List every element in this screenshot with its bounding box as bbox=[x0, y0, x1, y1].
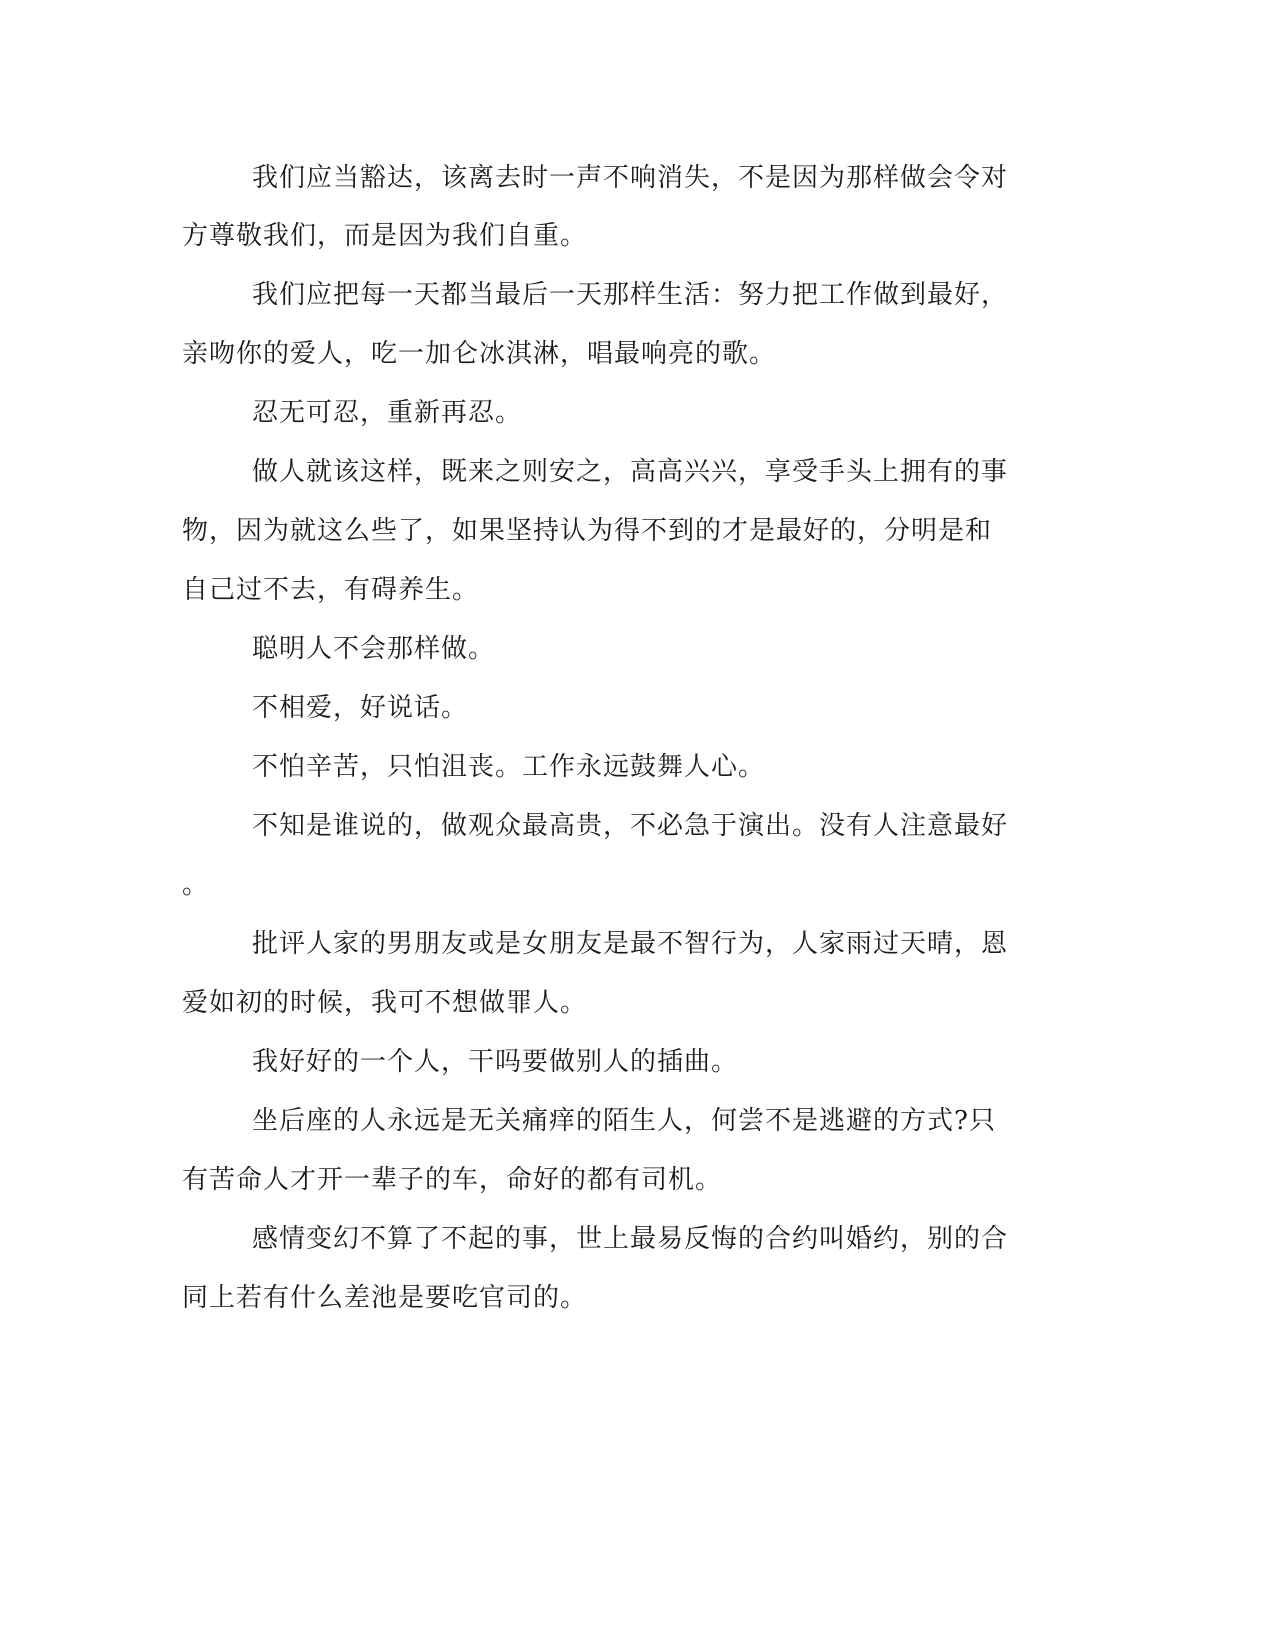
text-line: 爱如初的时候，我可不想做罪人。 bbox=[182, 988, 588, 1018]
text-line: 坐后座的人永远是无关痛痒的陌生人，何尝不是逃避的方式?只 bbox=[252, 1106, 996, 1136]
text-line: 不相爱，好说话。 bbox=[252, 693, 469, 723]
text-line: 批评人家的男朋友或是女朋友是最不智行为，人家雨过天晴，恩 bbox=[252, 929, 1009, 959]
text-line: 忍无可忍，重新再忍。 bbox=[252, 398, 523, 428]
text-line: 感情变幻不算了不起的事，世上最易反悔的合约叫婚约，别的合 bbox=[252, 1224, 1009, 1254]
text-line: 我们应当豁达，该离去时一声不响消失，不是因为那样做会令对 bbox=[252, 163, 1009, 193]
text-line: 聪明人不会那样做。 bbox=[252, 634, 496, 664]
text-line: 亲吻你的爱人，吃一加仑冰淇淋，唱最响亮的歌。 bbox=[182, 339, 777, 369]
text-line: 。 bbox=[182, 870, 210, 900]
text-line: 我们应把每一天都当最后一天那样生活：努力把工作做到最好， bbox=[252, 280, 1009, 310]
text-line: 方尊敬我们，而是因为我们自重。 bbox=[182, 221, 588, 251]
text-line: 做人就该这样，既来之则安之，高高兴兴，享受手头上拥有的事 bbox=[252, 457, 1009, 487]
text-line: 不怕辛苦，只怕沮丧。工作永远鼓舞人心。 bbox=[252, 752, 766, 782]
text-line: 有苦命人才开一辈子的车，命好的都有司机。 bbox=[182, 1165, 723, 1195]
text-line: 物，因为就这么些了，如果坚持认为得不到的才是最好的，分明是和 bbox=[182, 516, 993, 546]
text-line: 我好好的一个人，干吗要做别人的插曲。 bbox=[252, 1047, 739, 1077]
text-line: 自己过不去，有碍养生。 bbox=[182, 575, 480, 605]
text-line: 不知是谁说的，做观众最高贵，不必急于演出。没有人注意最好 bbox=[252, 811, 1009, 841]
text-line: 同上若有什么差池是要吃官司的。 bbox=[182, 1283, 588, 1313]
